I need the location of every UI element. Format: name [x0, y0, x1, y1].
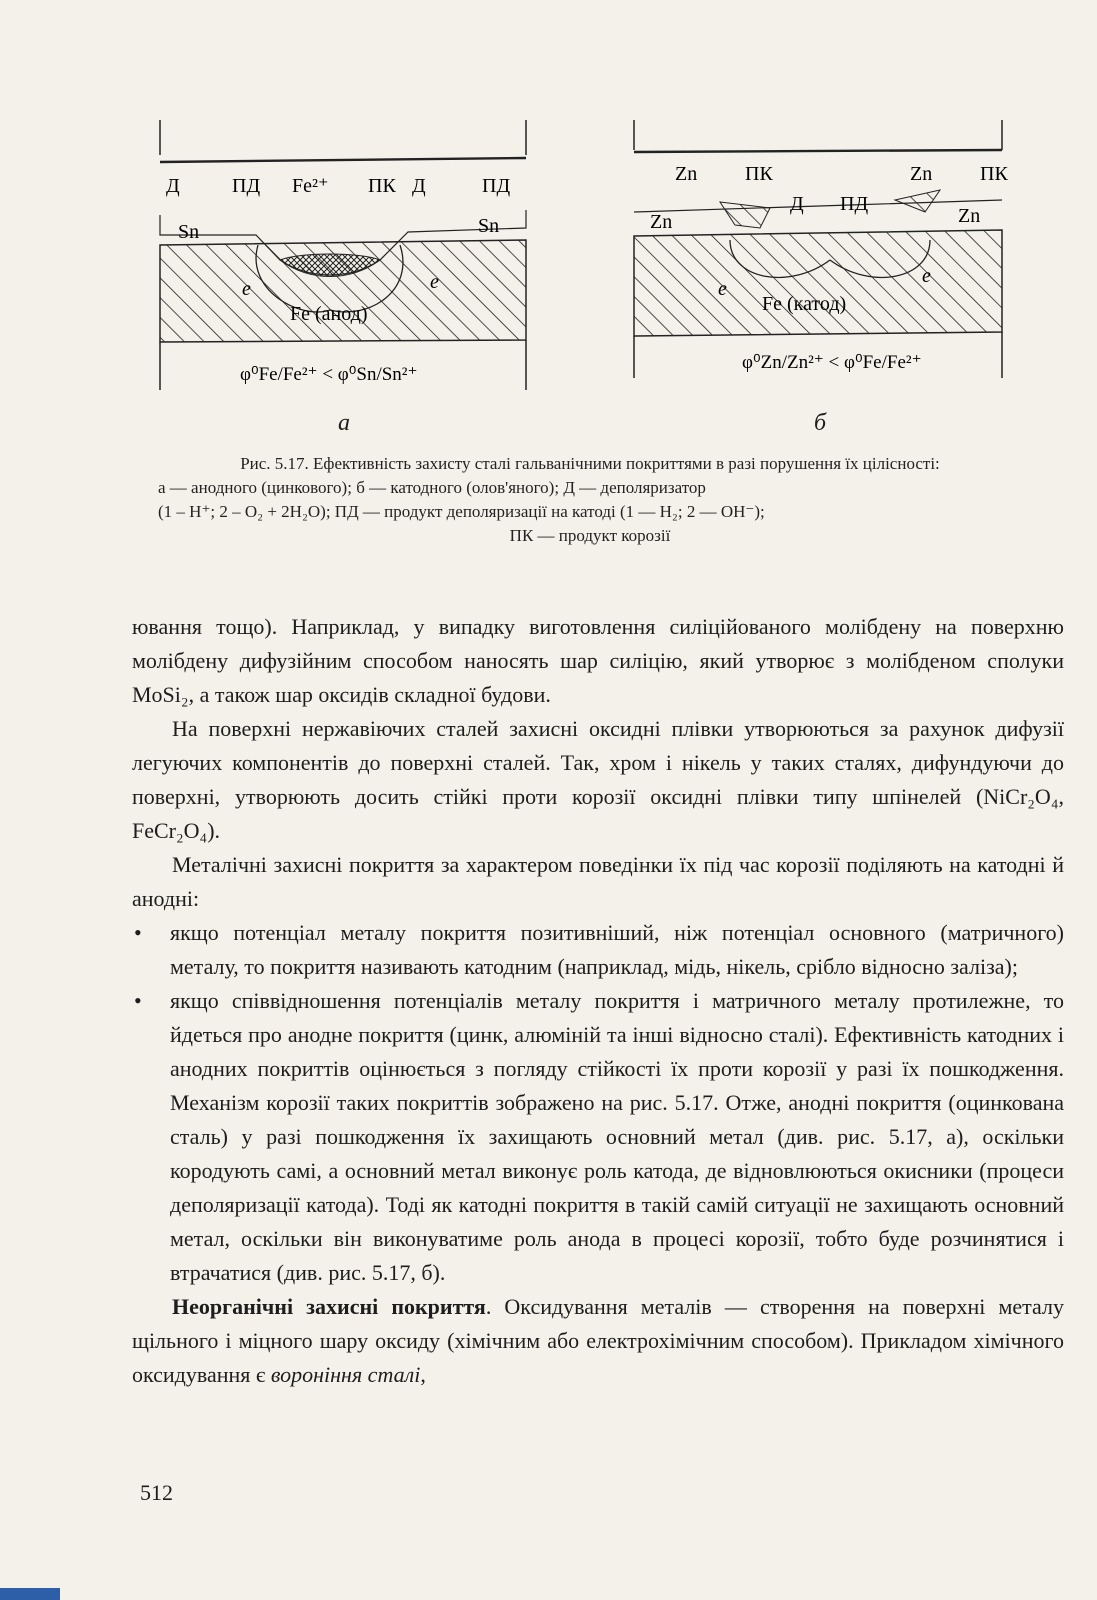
diagram-b-electron-right: e	[922, 265, 931, 287]
diagram-a-label-pd2: ПД	[482, 175, 511, 197]
diagram-b-label-pd: ПД	[840, 193, 869, 215]
heading-inorganic-coatings: Неорганічні захисні покриття	[172, 1294, 486, 1319]
bullet-item-2: • якщо співвідношення потенціалів металу покриття і матричного металу протилежне, то йдеться про анодне покриття (цинк, алюміній та інші відносно сталі). Ефективність катодних і анодних покриттів оцінюється з погляду стійкості їх проти корозії у разі їх пошкодження. Механізм корозії таких покриттів зображено на рис. 5.17. Отже, анодні покриття (оцинкована сталь) у разі пошкодження їх захищають основний метал (див. рис. 5.17, а), оскільки кородують самі, а основний метал виконує роль катода, де відновлюються окисники (процеси деполяризації катода). Тоді як катодні покриття в такій самій ситуації не захищають основний метал, оскільки він виконуватиме роль анода в процесі корозії, тобто буде розчинятися і втрачатися (див. рис. 5.17, б).	[132, 984, 1064, 1290]
caption-line-3: ПК — продукт корозії	[509, 526, 671, 545]
body-text	[132, 610, 1064, 1392]
diagram-a-label-d1: Д	[166, 175, 180, 197]
caption-line-1: а — анодного (цинкового); б — катодного (олов'яного); Д — деполяризатор	[158, 478, 706, 497]
diagram-a	[160, 120, 526, 390]
paragraph-4-text: . Оксидування металів — створення на поверхні металу щільного і міцного шару оксиду (хімічним або електрохімічним способом). Прикладом хімічного оксидування є	[132, 1294, 1064, 1387]
paragraph-1: ювання тощо). Наприклад, у випадку виготовлення силіційованого молібдену на поверхню молібдену дифузійним способом наносять шар силіцію, який утворює з молібденом сполуки MoSi₂, а також шар оксидів складної будови.	[132, 614, 1064, 707]
figure-caption	[150, 452, 1030, 548]
page-number: 512	[140, 1480, 173, 1505]
paragraph-4-end: ,	[420, 1362, 426, 1387]
diagram-b-coating: Zn	[650, 211, 673, 233]
diagram-a-coating-right: Sn	[478, 215, 500, 237]
diagram-a-label-fe: Fe²⁺	[292, 175, 329, 197]
caption-title: Рис. 5.17. Ефективність захисту сталі гальванічними покриттями в разі порушення їх цілісності:	[240, 454, 940, 473]
figure-label-a: а	[338, 410, 350, 436]
figure-5-17	[150, 110, 1030, 440]
diagram-a-label-pd1: ПД	[232, 175, 261, 197]
caption-line-2: (1 – H⁺; 2 – O₂ + 2H₂O); ПД — продукт деполяризації на катоді (1 — H₂; 2 — OH⁻);	[158, 502, 765, 521]
diagram-a-label-pk: ПК	[368, 175, 396, 197]
diagram-b-label-pk1: ПК	[745, 163, 773, 185]
diagram-b	[634, 120, 1008, 378]
figure-label-b: б	[814, 410, 827, 436]
diagram-a-formula: φ⁰Fe/Fe²⁺ < φ⁰Sn/Sn²⁺	[240, 364, 418, 385]
diagram-b-label-d: Д	[790, 193, 804, 215]
paragraph-2: На поверхні нержавіючих сталей захисні оксидні плівки утворюються за рахунок дифузії легуючих компонентів до поверхні сталей. Так, хром і нікель у таких сталях, дифундуючи до поверхні, утворюють досить стійкі проти корозії оксидні плівки типу шпінелей (NiCr₂O₄, FeCr₂O₄).	[132, 716, 1064, 843]
scan-edge-mark	[0, 1588, 60, 1600]
diagram-b-label-zn1: Zn	[675, 163, 698, 185]
paragraph-3: Металічні захисні покриття за характером поведінки їх під час корозії поділяють на катодні й анодні:	[132, 852, 1064, 911]
diagram-b-label-zn2: Zn	[910, 163, 933, 185]
bullet-item-1: • якщо потенціал металу покриття позитивніший, ніж потенціал основного (матричного) металу, то покриття називають катодним (наприклад, мідь, нікель, срібло відносно заліза);	[132, 916, 1064, 984]
diagram-b-formula: φ⁰Zn/Zn²⁺ < φ⁰Fe/Fe²⁺	[742, 352, 922, 373]
paragraph-4-italic: воронiння сталі	[270, 1362, 421, 1387]
diagram-a-base: Fe (анод)	[290, 303, 368, 325]
diagram-a-label-d2: Д	[412, 175, 426, 197]
bullet-list	[132, 916, 1064, 1290]
diagram-a-coating: Sn	[178, 221, 200, 243]
diagram-b-label-pk2: ПК	[980, 163, 1008, 185]
diagram-a-electron-left: e	[242, 278, 251, 300]
diagram-b-electron-left: e	[718, 278, 727, 300]
diagram-b-coating-right: Zn	[958, 205, 981, 227]
diagram-a-electron-right: e	[430, 271, 439, 293]
diagram-b-base: Fe (катод)	[762, 293, 847, 315]
figure-diagrams	[150, 110, 1030, 410]
paragraph-4	[132, 1290, 1064, 1392]
